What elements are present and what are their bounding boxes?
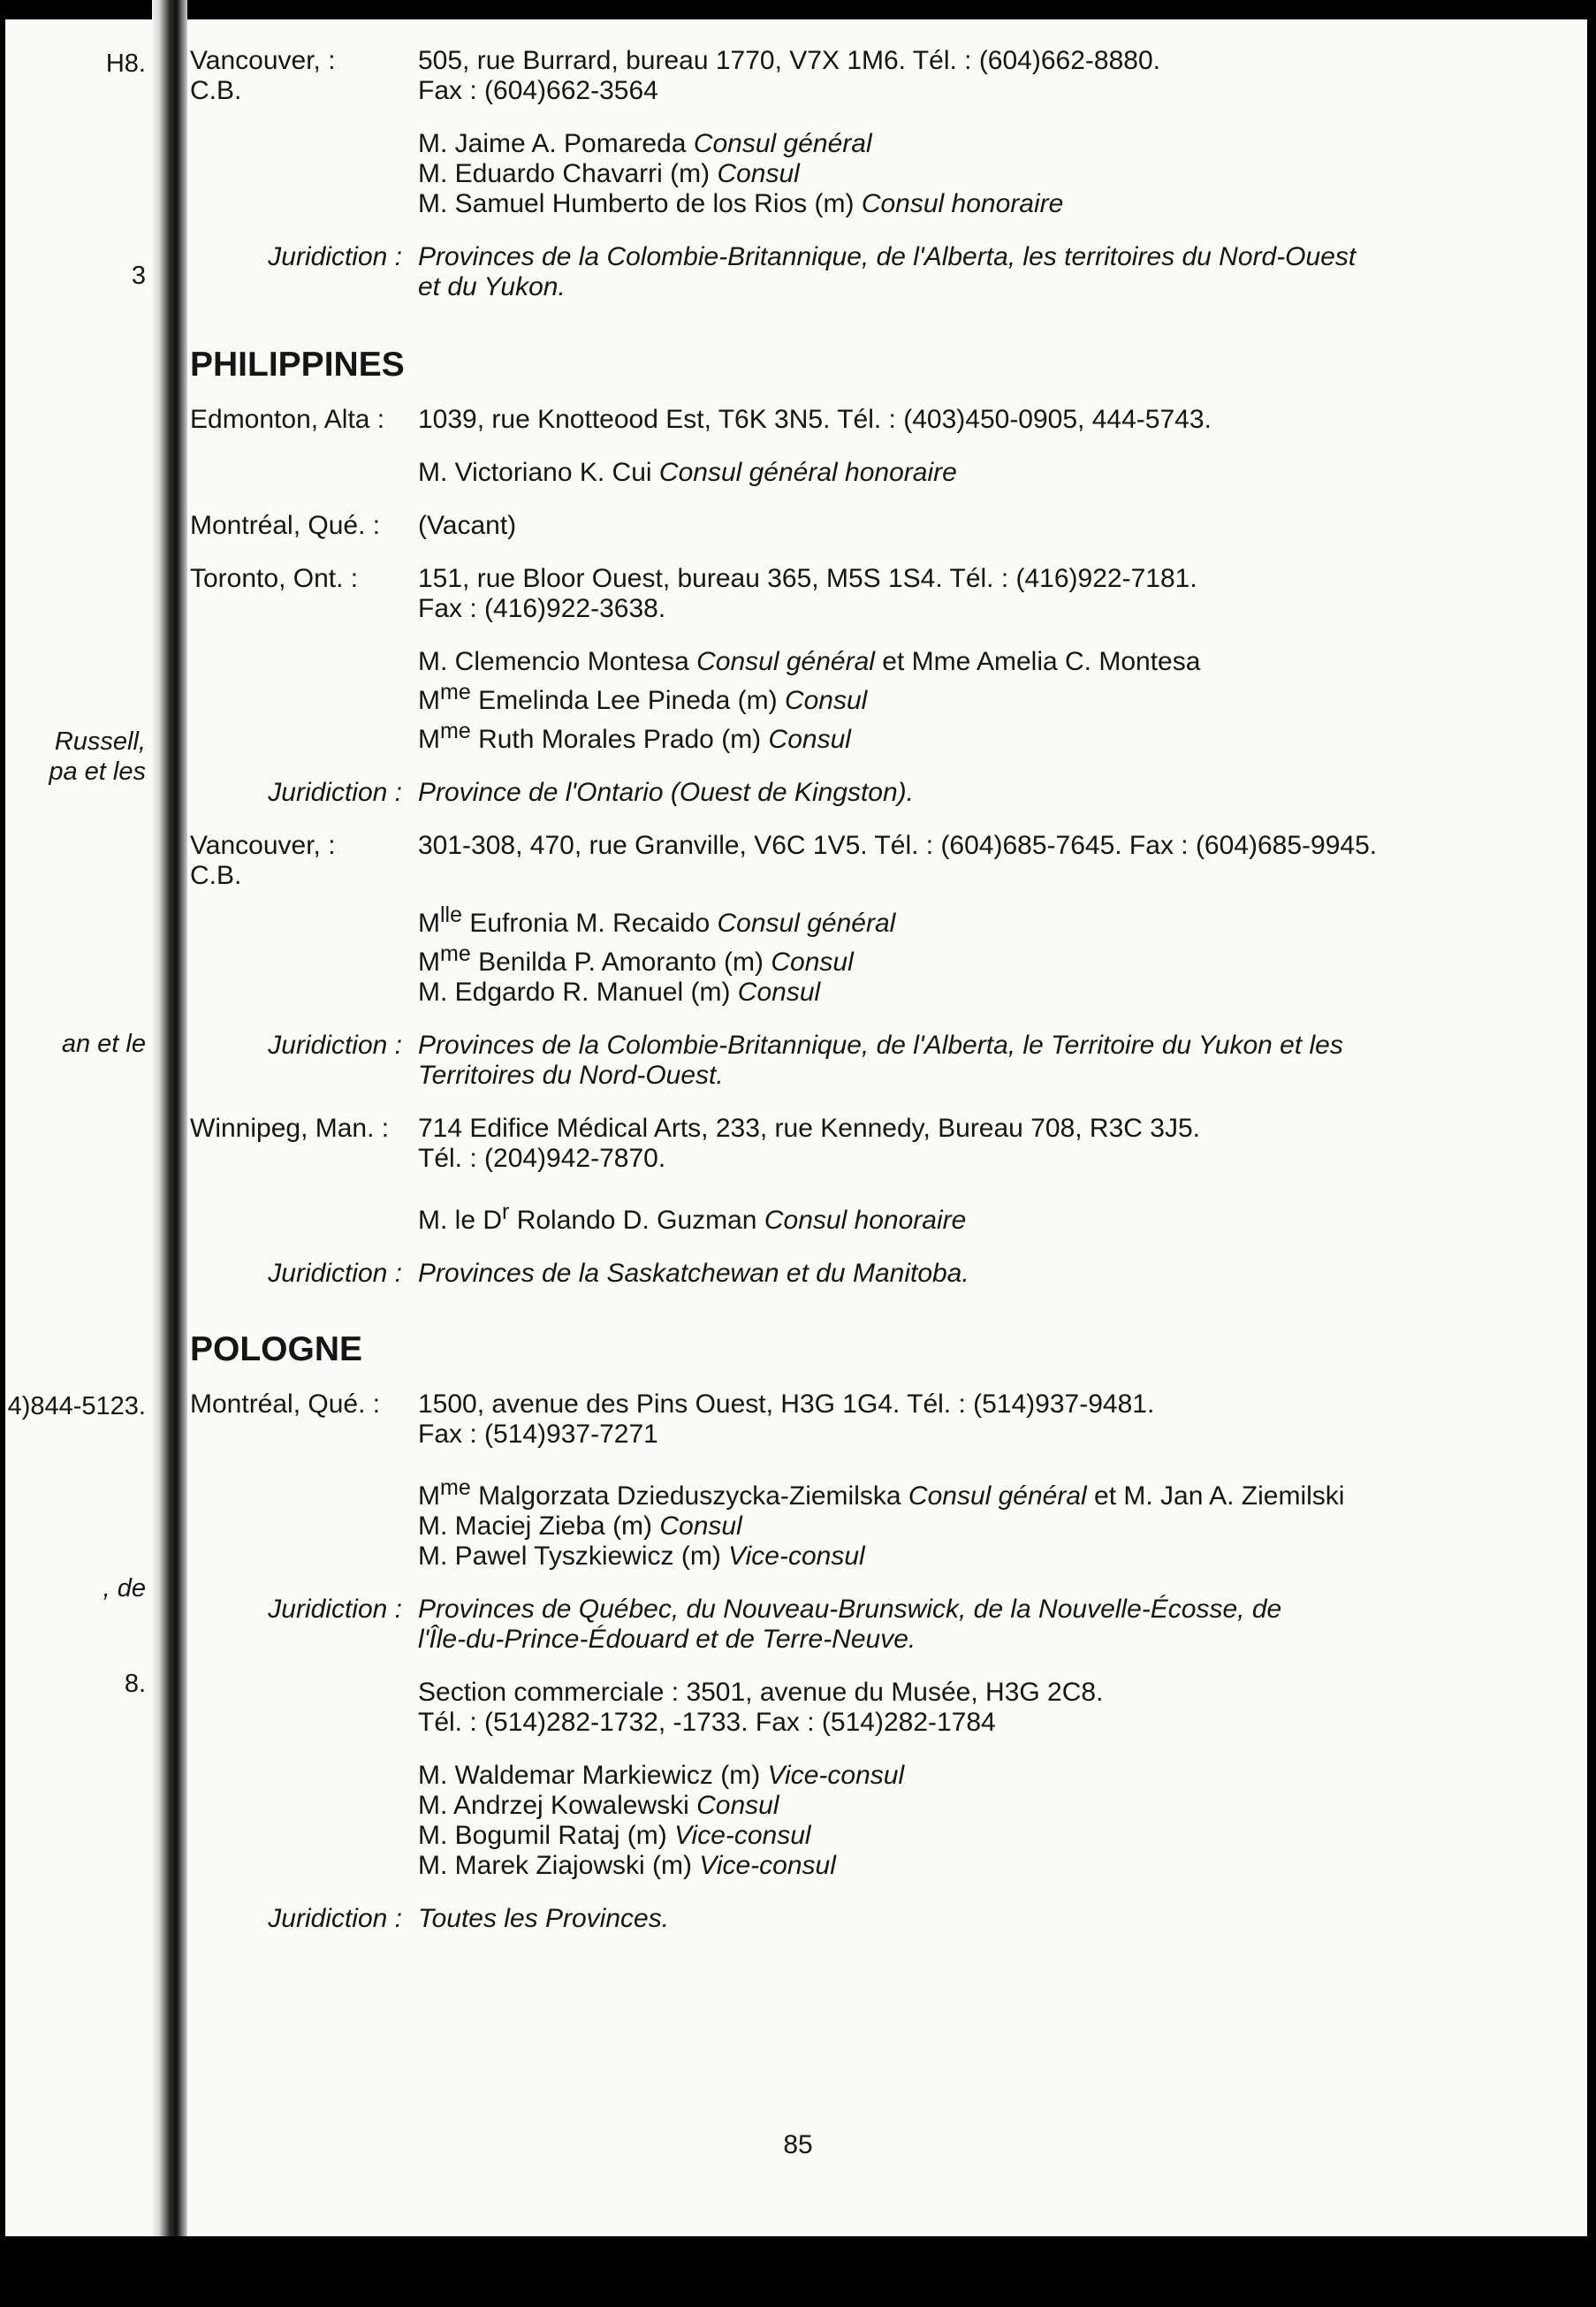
address: 714 Edifice Médical Arts, 233, rue Kennedy, Bureau 708, R3C 3J5. Tél. : (204)942-7870. — [418, 1114, 1200, 1173]
facing-page-text-fragment: , de — [103, 1574, 146, 1603]
toronto-entry — [190, 564, 1569, 624]
facing-page-text-fragment: an et le — [61, 1030, 146, 1058]
city-label: Vancouver, : C.B. — [190, 831, 336, 890]
scan-right-border — [1587, 0, 1596, 2307]
people-list: M. le $D^r$ Rolando D. Guzman Consul honoraire — [418, 1199, 967, 1235]
montreal-entry — [190, 511, 1569, 541]
city-label: Montréal, Qué. : — [190, 511, 381, 540]
montreal-entry — [190, 1390, 1569, 1450]
city-label: Vancouver, : C.B. — [190, 46, 336, 105]
city-label: Edmonton, Alta : — [190, 405, 385, 434]
page-content — [190, 46, 1569, 1934]
winnipeg-entry — [190, 1114, 1569, 1174]
vancouver-entry — [190, 831, 1569, 891]
vancouver-entry — [190, 46, 1569, 106]
facing-page-text-fragment: pa et les — [49, 758, 146, 786]
facing-page-text-fragment: 3 — [131, 262, 146, 290]
jurisdiction-row: Juridiction : Province de l'Ontario (Ouest de Kingston). — [268, 778, 915, 807]
address: 151, rue Bloor Ouest, bureau 365, M5S 1S4. Tél. : (416)922-7181. Fax : (416)922-3638. — [418, 564, 1197, 623]
jurisdiction-row — [190, 242, 1569, 302]
city-label: Winnipeg, Man. : — [190, 1114, 390, 1143]
address: 1500, avenue des Pins Ouest, H3G 1G4. Tél. : (514)937-9481. Fax : (514)937-7271 — [418, 1390, 1155, 1449]
jurisdiction-row: Juridiction : Provinces de la Colombie-Britannique, de l'Alberta, le Territoire du Yukon et les Territoires du Nord-Ouest. — [268, 1031, 1343, 1090]
people-list: $M^{me}$ Malgorzata Dzieduszycka-Ziemilska Consul général et M. Jan A. Ziemilski M. Maciej Zieba (m) Consul M. Pawel Tyszkiewicz (m) Vice-consul — [418, 1475, 1345, 1571]
section-heading-pologne: POLOGNE — [190, 1330, 363, 1368]
address: 505, rue Burrard, bureau 1770, V7X 1M6. Tél. : (604)662-8880. Fax : (604)662-3564 — [418, 46, 1160, 105]
facing-page-text-fragment: Russell, — [54, 727, 146, 756]
commercial-section: Section commerciale : 3501, avenue du Musée, H3G 2C8. Tél. : (514)282-1732, -1733. Fax : (514)282-1784 — [418, 1678, 1104, 1737]
jurisdiction-text: Provinces de la Colombie-Britannique, de l'Alberta, les territoires du Nord-Ouest et du Yukon. — [418, 242, 1357, 301]
book-gutter — [152, 0, 187, 2236]
city-label: Montréal, Qué. : — [190, 1390, 381, 1419]
vacant-status: (Vacant) — [418, 511, 517, 540]
scan-left-border — [0, 0, 5, 2307]
city-label: Toronto, Ont. : — [190, 564, 359, 593]
jurisdiction-row: Juridiction : Provinces de Québec, du Nouveau-Brunswick, de la Nouvelle-Écosse, de l'Île-du-Prince-Édouard et de Terre-Neuve. — [268, 1595, 1282, 1654]
scan-top-border — [0, 0, 1596, 19]
people-list: $M^{lle}$ Eufronia M. Recaido Consul général $M^{me}$ Benilda P. Amoranto (m) Consul M. Edgardo R. Manuel (m) Consul — [418, 902, 896, 1007]
facing-page-text-fragment: 8. — [124, 1670, 146, 1698]
facing-page-text-fragment: 4)844-5123. — [7, 1392, 146, 1420]
jurisdiction-row: Juridiction : Provinces de la Saskatchewan et du Manitoba. — [268, 1259, 969, 1288]
people-list: M. Clemencio Montesa Consul général et Mme Amelia C. Montesa $M^{me}$ Emelinda Lee Pineda (m) Consul $M^{me}$ Ruth Morales Prado (m) Consul — [418, 647, 1201, 754]
people-list: M. Victoriano K. Cui Consul général honoraire — [418, 458, 957, 487]
facing-page-text-fragment: H8. — [105, 49, 146, 78]
scan-bottom-border — [0, 2236, 1596, 2307]
section-heading-philippines: PHILIPPINES — [190, 346, 405, 384]
people-list: M. Waldemar Markiewicz (m) Vice-consul M. Andrzej Kowalewski Consul M. Bogumil Rataj (m) Vice-consul M. Marek Ziajowski (m) Vice-consul — [418, 1761, 905, 1880]
jurisdiction-row: Juridiction : Toutes les Provinces. — [268, 1904, 670, 1933]
edmonton-entry — [190, 405, 1569, 435]
people-list: M. Jaime A. Pomareda Consul général M. Eduardo Chavarri (m) Consul M. Samuel Humberto de los Rios (m) Consul honoraire — [418, 129, 1064, 218]
address: 301-308, 470, rue Granville, V6C 1V5. Tél. : (604)685-7645. Fax : (604)685-9945. — [418, 831, 1378, 860]
page-number: 85 — [783, 2130, 813, 2159]
jurisdiction-label: Juridiction : — [268, 242, 402, 271]
address: 1039, rue Knotteood Est, T6K 3N5. Tél. : (403)450-0905, 444-5743. — [418, 405, 1212, 434]
